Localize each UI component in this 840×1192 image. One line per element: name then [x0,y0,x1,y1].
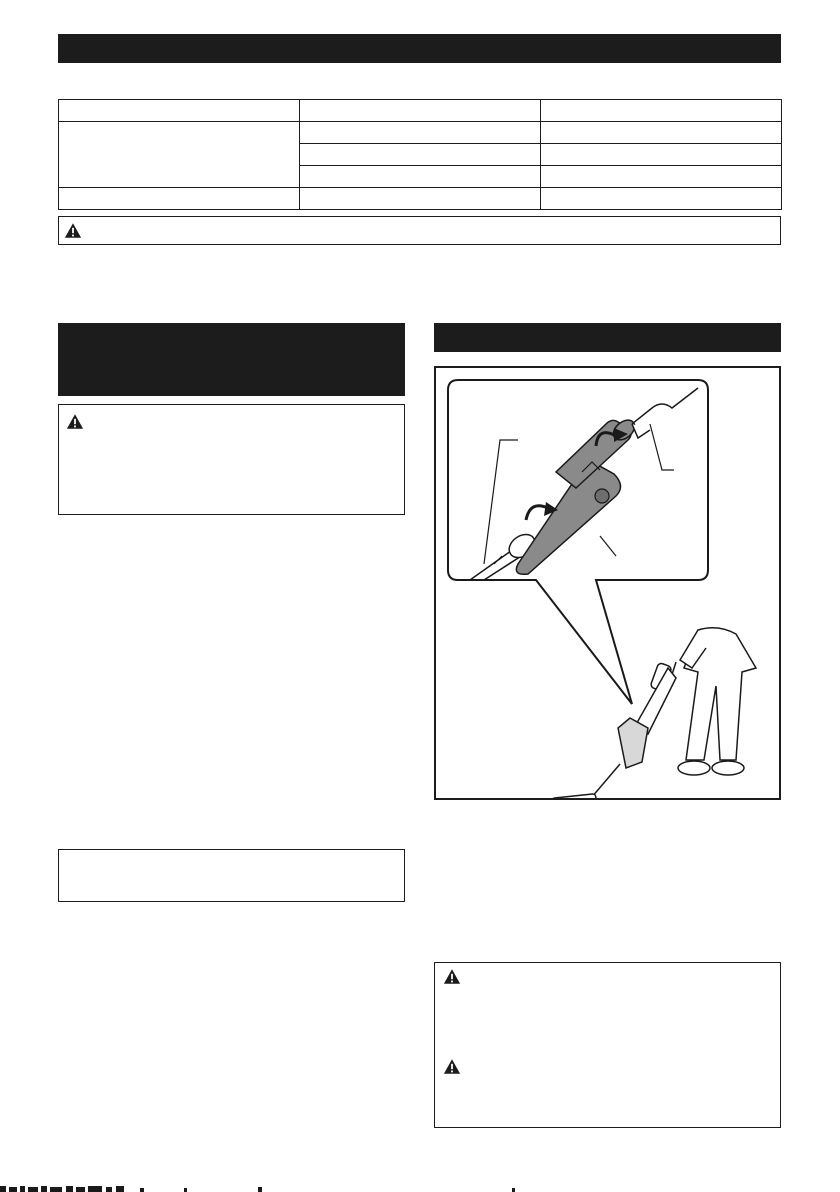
table-cell [541,100,782,122]
warning-box-right [434,962,781,1128]
table-cell [300,122,541,144]
table-cell [59,100,300,122]
warning-triangle-icon [443,1058,461,1075]
table-cell [59,188,300,210]
person-vacuuming-icon [552,628,756,798]
table-cell [300,188,541,210]
warning-triangle-icon [443,968,461,985]
spec-table [58,99,782,210]
table-cell [300,144,541,166]
illustration-figure [434,366,781,800]
table-row [59,122,782,144]
table-cell [300,166,541,188]
warning-triangle-icon [66,413,84,430]
table-cell [541,166,782,188]
table-row [59,100,782,122]
warning-note-box [58,216,781,245]
table-cell [59,122,300,188]
table-cell [541,188,782,210]
note-box-left [58,849,405,902]
vacuum-illustration [436,368,779,798]
header-bar [58,34,781,63]
cut-off-text-strip [0,1184,840,1192]
table-cell [541,122,782,144]
warning-box-left [58,404,405,515]
section-heading-right [434,323,781,352]
table-row [59,188,782,210]
table-cell [541,144,782,166]
section-heading-left [58,323,405,396]
warning-triangle-icon [64,222,82,239]
table-cell [300,100,541,122]
